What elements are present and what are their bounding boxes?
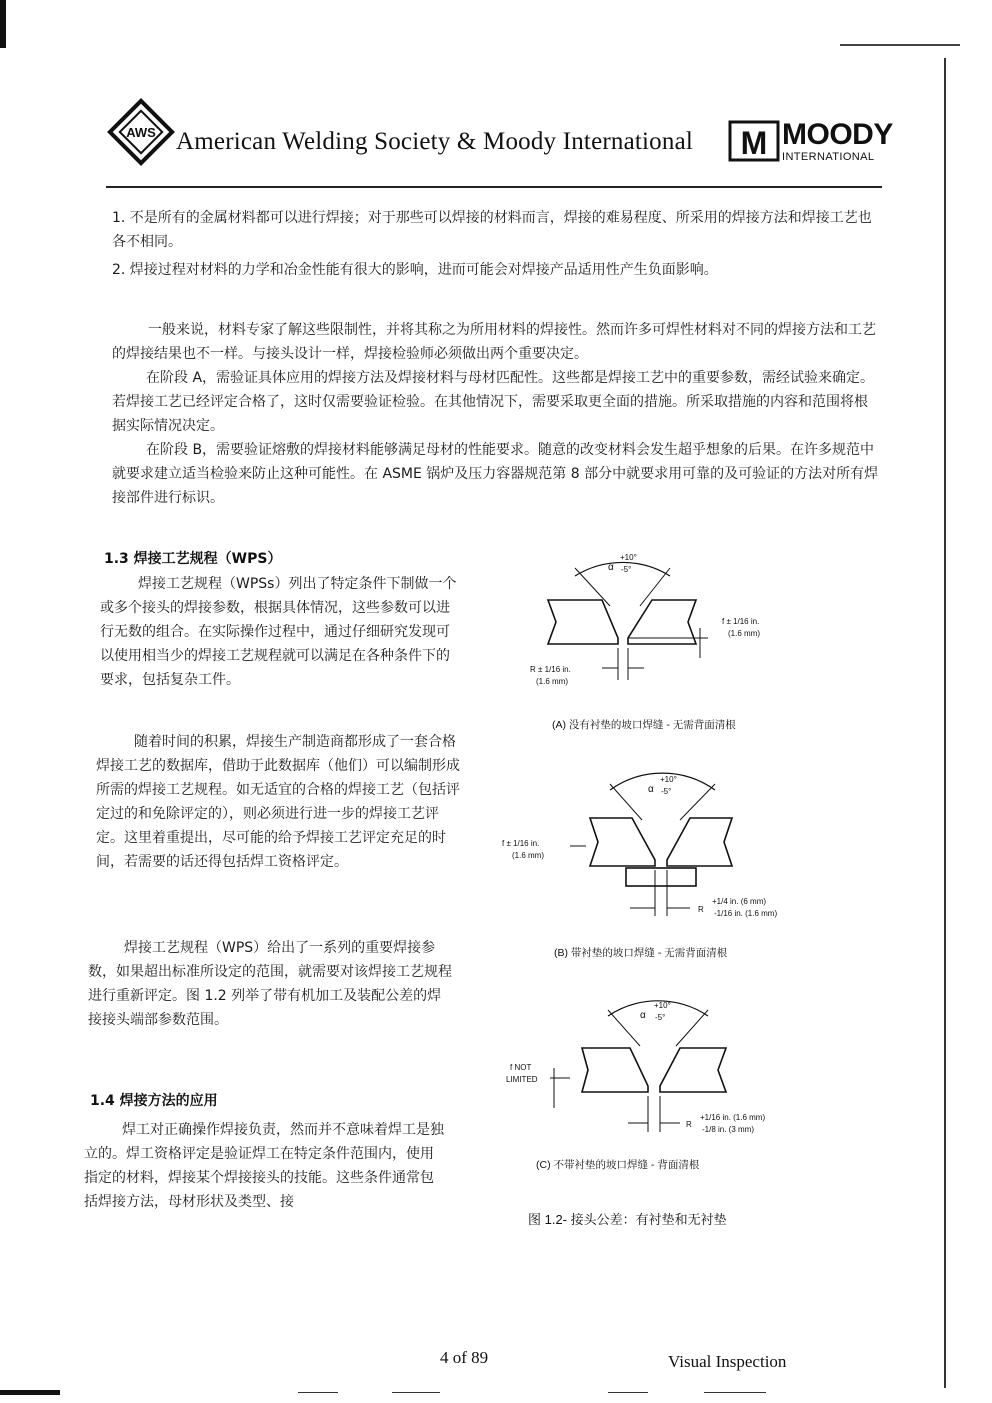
figure-caption-b: (B) 带衬垫的坡口焊缝 - 无需背面清根 <box>554 947 728 959</box>
section-heading-1-3: 1.3 焊接工艺规程（WPS） <box>104 551 282 567</box>
intro-item-2: 2. 焊接过程对材料的力学和冶金性能有很大的影响，进而可能会对焊接产品适用性产生负面影响。 <box>112 262 718 278</box>
root-tolerance-c-minus: -1/8 in. (3 mm) <box>702 1125 755 1134</box>
document-title: Visual Inspection <box>668 1352 787 1371</box>
scan-mark <box>0 1390 60 1395</box>
paragraph-wps-intro: 焊接工艺规程（WPSs）列出了特定条件下制做一个或多个接头的焊接参数，根据具体情况，这些参数可以进行无数的组合。在实际操作过程中，通过仔细研究发现可以使用相当少的焊接工艺规程就可以满足在各种条件下的要求，包括复杂工件。 <box>100 576 457 688</box>
face-tolerance-b: f ± 1/16 in. <box>502 839 540 848</box>
root-tolerance-b-plus: +1/4 in. (6 mm) <box>712 897 767 906</box>
face-tolerance-a: f ± 1/16 in. <box>722 617 760 626</box>
paragraph-wps-parameters: 焊接工艺规程（WPS）给出了一系列的重要焊接参数，如果超出标准所设定的范围，就需要对该焊接工艺规程进行重新评定。图 1.2 列举了带有机加工及装配公差的焊接接头端部参数范围。 <box>88 940 452 1028</box>
aws-logo-text: AWS <box>126 125 156 140</box>
root-tolerance-a: R ± 1/16 in. <box>530 665 571 674</box>
face-tolerance-c-line1: f NOT <box>510 1063 532 1072</box>
angle-tolerance: -5° <box>661 787 672 796</box>
angle-tolerance: +10° <box>660 775 677 784</box>
figure-caption-c: (C) 不带衬垫的坡口焊缝 - 背面清根 <box>536 1159 700 1171</box>
joint-diagram-c <box>506 1001 765 1171</box>
root-label-b: R <box>698 905 704 914</box>
paragraph-wps-database: 随着时间的积累，焊接生产制造商都形成了一套合格焊接工艺的数据库，借助于此数据库（他们）可以编制形成所需的焊接工艺规程。如无适宜的合格的焊接工艺（包括评定过的和免除评定的），则必须进行进一步的焊接工艺评定。这里着重提出，尽可能的给予焊接工艺评定充足的时间，若需要的话还得包括焊工资格评定。 <box>96 734 460 870</box>
moody-logo-mark <box>728 120 780 162</box>
scan-mark <box>0 0 6 48</box>
aws-logo <box>106 96 176 168</box>
root-label-c: R <box>686 1120 692 1129</box>
scan-mark <box>840 44 960 46</box>
footer-rule <box>704 1392 766 1393</box>
moody-logo-sub: INTERNATIONAL <box>782 151 875 163</box>
figure-caption-a: (A) 没有衬垫的坡口焊缝 - 无需背面清根 <box>552 719 736 731</box>
angle-tolerance: -5° <box>655 1013 666 1022</box>
figure-joint-tolerances <box>490 548 820 1248</box>
figure-title: 图 1.2- 接头公差：有衬垫和无衬垫 <box>528 1212 727 1227</box>
header-title: American Welding Society & Moody International <box>176 128 694 155</box>
section-heading-1-4: 1.4 焊接方法的应用 <box>90 1093 218 1109</box>
angle-tolerance: -5° <box>621 565 632 574</box>
page-number: 4 of 89 <box>440 1348 489 1367</box>
footer-rule <box>608 1392 648 1393</box>
footer-rule <box>392 1392 440 1393</box>
angle-tolerance: +10° <box>620 553 637 562</box>
header-rule <box>106 186 882 188</box>
face-tolerance-c-line2: LIMITED <box>506 1075 538 1084</box>
paragraph-welder-qualification: 焊工对正确操作焊接负责，然而并不意味着焊工是独立的。焊工资格评定是验证焊工在特定条件范围内，使用指定的材料，焊接某个焊接接头的技能。这些条件通常包括焊接方法，母材形状及类型、接 <box>84 1122 444 1210</box>
angle-label: α <box>648 784 654 795</box>
scan-edge-line <box>944 58 946 1388</box>
paragraph-stage-a: 在阶段 A，需验证具体应用的焊接方法及焊接材料与母材匹配性。这些都是焊接工艺中的重要参数，需经试验来确定。若焊接工艺已经评定合格了，这时仅需要验证检验。在其他情况下，需要采取更全面的措施。所采取措施的内容和范围将根据实际情况决定。 <box>112 370 875 434</box>
paragraph-weldability: 一般来说，材料专家了解这些限制性，并将其称之为所用材料的焊接性。然而许多可焊性材料对不同的焊接方法和工艺的焊接结果也不一样。与接头设计一样，焊接检验师必须做出两个重要决定。 <box>112 322 876 362</box>
angle-tolerance: +10° <box>654 1001 671 1010</box>
angle-label: α <box>608 562 614 573</box>
root-tolerance-b-minus: -1/16 in. (1.6 mm) <box>714 909 778 918</box>
moody-logo-word: MOODY <box>782 118 893 151</box>
paragraph-stage-b: 在阶段 B，需要验证熔敷的焊接材料能够满足母材的性能要求。随意的改变材料会发生超乎想象的后果。在许多规范中就要求建立适当检验来防止这种可能性。在 ASME 锅炉及压力容器规范第 8 部分中就要求用可靠的及可验证的方法对所有焊接部件进行标识。 <box>112 442 879 506</box>
face-tolerance-a-mm: (1.6 mm) <box>728 629 760 638</box>
joint-diagram-b <box>502 773 777 959</box>
footer-rule <box>298 1392 338 1393</box>
root-tolerance-a-mm: (1.6 mm) <box>536 677 568 686</box>
intro-item-1: 1. 不是所有的金属材料都可以进行焊接；对于那些可以焊接的材料而言，焊接的难易程度、所采用的焊接方法和焊接工艺也各不相同。 <box>112 210 872 250</box>
angle-label: α <box>640 1010 646 1021</box>
face-tolerance-b-mm: (1.6 mm) <box>512 851 544 860</box>
joint-diagram-a <box>530 553 760 731</box>
moody-mark-letter: M <box>740 125 768 161</box>
root-tolerance-c-plus: +1/16 in. (1.6 mm) <box>700 1113 766 1122</box>
